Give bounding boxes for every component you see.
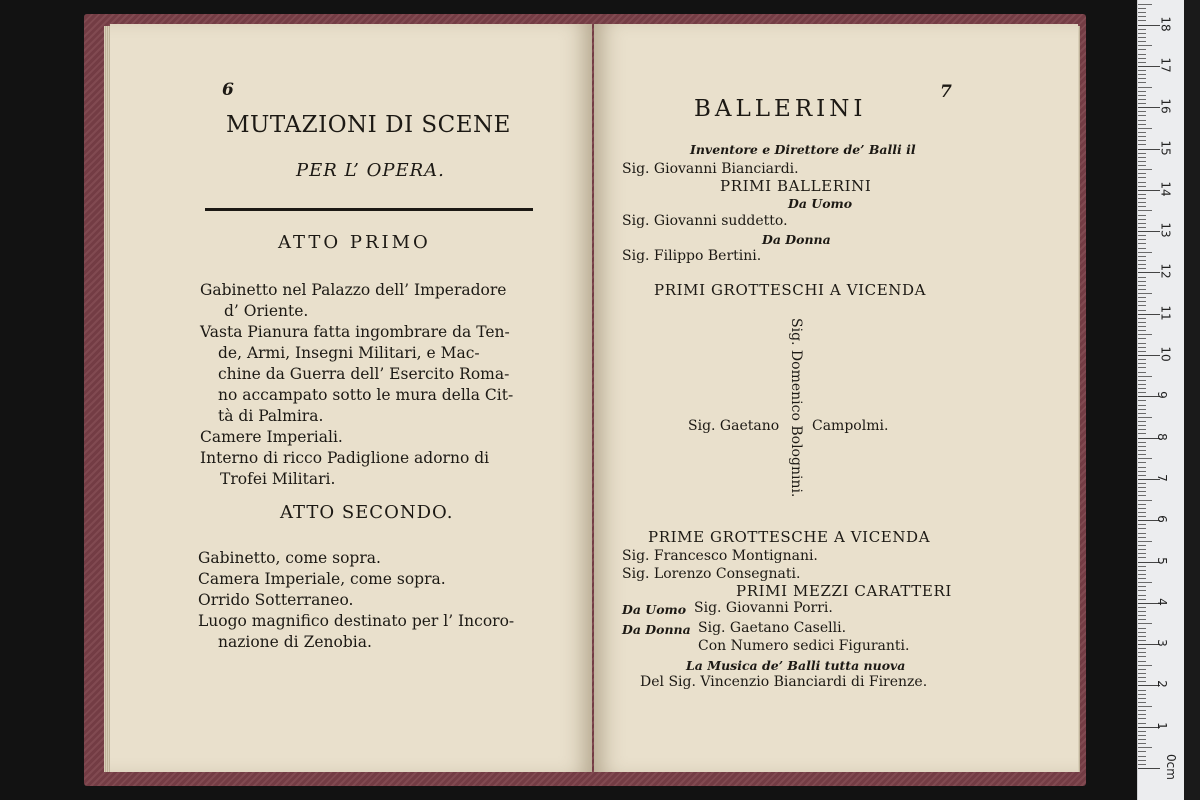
ruler-tick [1138,681,1146,682]
ruler-tick [1138,25,1160,26]
ruler-tick [1138,95,1146,96]
ruler-tick [1138,29,1146,30]
act1-line-6: no accampato sotto le mura della Cit- [218,386,514,404]
right-page-title: BALLERINI [694,96,867,122]
ruler-tick [1138,582,1152,583]
ruler-tick [1138,656,1146,657]
ruler-number: 0cm [1163,754,1178,780]
consegnati: Sig. Lorenzo Consegnati. [622,566,801,582]
ruler-tick [1138,537,1146,538]
ruler-tick [1138,607,1146,608]
ruler-tick [1138,698,1146,699]
ruler-tick [1138,289,1146,290]
ruler-tick [1138,252,1152,253]
ruler-tick [1138,277,1146,278]
ruler-tick [1138,611,1146,612]
primi-ballerini-heading: PRIMI BALLERINI [720,177,872,195]
ruler-tick [1138,82,1146,83]
ruler-tick [1138,442,1146,443]
ruler-tick [1138,347,1146,348]
ruler-tick [1138,557,1146,558]
giovanni-suddetto: Sig. Giovanni suddetto. [622,213,788,229]
ruler-tick [1138,640,1146,641]
ruler-tick [1138,417,1152,418]
da-donna-label-1: Da Donna [762,232,831,247]
ruler-tick [1138,706,1152,707]
ruler-tick [1138,111,1146,112]
ruler-tick [1138,186,1146,187]
ruler-tick [1138,475,1146,476]
da-uomo-label-1: Da Uomo [788,196,853,211]
ruler-tick [1138,372,1146,373]
ruler-tick [1138,405,1146,406]
ruler-tick [1138,256,1146,257]
act1-line-2: d’ Oriente. [224,302,309,320]
ruler-tick [1138,702,1146,703]
ruler-tick [1138,512,1146,513]
ruler-tick [1138,359,1146,360]
ruler-tick [1138,433,1146,434]
inventor-name: Sig. Giovanni Bianciardi. [622,161,799,177]
ruler-tick [1138,764,1146,765]
ruler-tick [1138,528,1146,529]
left-page-title: MUTAZIONI DI SCENE [226,112,511,138]
ruler-tick [1138,636,1146,637]
ruler-tick [1138,751,1146,752]
ruler-number: 6 [1154,515,1169,524]
ruler-tick [1138,735,1146,736]
ruler-tick [1138,714,1146,715]
act1-line-9: Interno di ricco Padiglione adorno di [200,449,490,467]
left-page-subtitle: PER L’ OPERA. [296,160,445,181]
ruler-tick [1138,285,1146,286]
ruler-tick [1138,723,1146,724]
ruler-tick [1138,454,1146,455]
act1-line-3: Vasta Pianura fatta ingombrare da Ten- [200,323,510,341]
gaetano-label: Sig. Gaetano [688,418,780,434]
ruler-tick [1138,194,1146,195]
ruler-tick [1138,409,1146,410]
ruler-tick [1138,153,1146,154]
ruler-tick [1138,314,1160,315]
ruler-number: 8 [1154,432,1169,441]
ruler-tick [1138,66,1160,67]
ruler-tick [1138,760,1146,761]
ruler-number: 9 [1154,391,1169,400]
ruler-tick [1138,388,1146,389]
ruler-tick [1138,140,1146,141]
ruler-tick [1138,264,1146,265]
ruler-tick [1138,553,1146,554]
ruler-tick [1138,281,1146,282]
ruler-tick [1138,70,1146,71]
ruler-tick [1138,504,1146,505]
ruler-tick [1138,128,1152,129]
ruler-tick [1138,74,1146,75]
ruler-tick [1138,41,1146,42]
ruler-tick [1138,495,1146,496]
ruler-tick [1138,136,1146,137]
ruler-tick [1138,297,1146,298]
act2-line-3: Orrido Sotterraneo. [198,591,354,609]
ruler-tick [1138,54,1146,55]
ruler-tick [1138,595,1146,596]
ruler-number: 10 [1158,346,1173,362]
ruler-number: 3 [1154,639,1169,647]
ruler-tick [1138,16,1146,17]
ruler-number: 17 [1158,57,1173,73]
ruler-tick [1138,169,1152,170]
ruler-tick [1138,450,1146,451]
ruler-tick [1138,574,1146,575]
ruler-tick [1138,165,1146,166]
ruler-tick [1138,334,1152,335]
ruler-tick [1138,4,1152,5]
ruler-tick [1138,198,1146,199]
ruler-number: 4 [1154,597,1169,606]
ruler-tick [1138,107,1160,108]
act2-line-1: Gabinetto, come sopra. [198,549,381,567]
ruler-tick [1138,351,1146,352]
ruler-tick [1138,363,1146,364]
ruler-tick [1138,487,1146,488]
ruler-tick [1138,182,1146,183]
ruler-number: 1 [1154,721,1169,730]
ruler-tick [1138,132,1146,133]
act2-heading: ATTO SECONDO. [280,502,454,523]
ruler-tick [1138,392,1146,393]
ruler-tick [1138,8,1146,9]
ruler-number: 7 [1154,474,1169,482]
ruler-tick [1138,566,1146,567]
ruler-tick [1138,215,1146,216]
ruler-tick [1138,367,1146,368]
ruler-tick [1138,665,1152,666]
ruler-edge [1184,0,1200,800]
grotteschi-heading: PRIMI GROTTESCHI A VICENDA [654,281,927,299]
ruler-tick [1138,157,1146,158]
ruler-tick [1138,384,1146,385]
ruler-tick [1138,355,1160,356]
uomo-label-2: Da Uomo [622,602,687,617]
ruler-tick [1138,91,1146,92]
ruler-tick [1138,78,1146,79]
ruler-number: 14 [1158,181,1173,197]
act1-line-10: Trofei Militari. [220,470,336,488]
ruler-tick [1138,124,1146,125]
ruler-tick [1138,524,1146,525]
ruler-tick [1138,161,1146,162]
ruler-tick [1138,99,1146,100]
figuranti-line: Con Numero sedici Figuranti. [698,638,910,654]
ruler-tick [1138,590,1146,591]
ruler-tick [1138,491,1146,492]
ruler-tick [1138,648,1146,649]
ruler-number: 16 [1158,98,1173,114]
ruler-tick [1138,87,1152,88]
ruler-tick [1138,628,1146,629]
ruler-tick [1138,768,1160,769]
ruler-tick [1138,293,1152,294]
ruler-tick [1138,731,1146,732]
ruler-number: 18 [1158,15,1173,32]
filippo-bertini: Sig. Filippo Bertini. [622,248,762,264]
ruler-tick [1138,545,1146,546]
caselli-name: Sig. Gaetano Caselli. [698,620,847,636]
ruler-tick [1138,549,1146,550]
ruler-number: 11 [1158,305,1173,321]
ruler-tick [1138,301,1146,302]
mezzi-caratteri-heading: PRIMI MEZZI CARATTERI [736,582,952,600]
ruler-tick [1138,458,1152,459]
act1-heading: ATTO PRIMO [278,232,431,253]
ruler-tick [1138,268,1146,269]
vertical-name-domenico: Sig. Domenico Bolognini. [788,318,804,498]
ruler-tick [1138,747,1152,748]
campolmi-label: Campolmi. [812,418,889,434]
ruler-tick [1138,462,1146,463]
ruler-tick [1138,413,1146,414]
ruler-tick [1138,500,1152,501]
ruler-tick [1138,62,1146,63]
ruler-tick [1138,508,1146,509]
ruler-number: 15 [1158,139,1173,156]
ruler-tick [1138,45,1152,46]
ruler-tick [1138,173,1146,174]
ruler-tick [1138,619,1146,620]
ruler-tick [1138,343,1146,344]
ruler-tick [1138,421,1146,422]
ruler-tick [1138,429,1146,430]
ruler-tick [1138,190,1160,191]
act2-line-5: nazione di Zenobia. [218,633,372,651]
ruler-tick [1138,248,1146,249]
ruler-tick [1138,318,1146,319]
ruler-tick [1138,120,1146,121]
ruler-tick [1138,690,1146,691]
ruler-tick [1138,570,1146,571]
ruler-tick [1138,37,1146,38]
ruler-tick [1138,330,1146,331]
ruler-tick [1138,33,1146,34]
ruler-tick [1138,425,1146,426]
act2-line-4: Luogo magnifico destinato per l’ Incoro- [198,612,515,630]
ruler-tick [1138,202,1146,203]
ruler-tick [1138,235,1146,236]
donna-label-2: Da Donna [622,622,691,637]
ruler-tick [1138,615,1146,616]
ruler-tick [1138,516,1146,517]
musica-line: La Musica de’ Balli tutta nuova [686,658,906,673]
ruler-tick [1138,586,1146,587]
ruler-number: 5 [1154,556,1169,565]
ruler-tick [1138,305,1146,306]
ruler-tick [1138,533,1146,534]
ruler-tick [1138,49,1146,50]
ruler-tick [1138,380,1146,381]
act1-line-8: Camere Imperiali. [200,428,343,446]
ruler-tick [1138,12,1146,13]
ruler-tick [1138,231,1160,232]
ruler-tick [1138,661,1146,662]
ruler-tick [1138,272,1160,273]
ruler-tick [1138,677,1146,678]
grottesche-heading: PRIME GROTTESCHE A VICENDA [648,528,931,546]
ruler-tick [1138,710,1146,711]
ruler-tick [1138,578,1146,579]
ruler-tick [1138,376,1152,377]
ruler-number: 12 [1158,263,1173,280]
ruler-tick [1138,58,1146,59]
ruler-tick [1138,694,1146,695]
title-rule [205,208,533,211]
ruler-tick [1138,20,1146,21]
ruler-tick [1138,669,1146,670]
right-page-number: 7 [940,82,952,102]
ruler-tick [1138,743,1146,744]
ruler-tick [1138,206,1146,207]
ruler-tick [1138,322,1146,323]
act1-line-1: Gabinetto nel Palazzo dell’ Imperadore [200,281,507,299]
right-page [594,24,1078,772]
ruler-tick [1138,673,1146,674]
ruler-tick [1138,599,1146,600]
ruler-tick [1138,219,1146,220]
ruler-number: 2 [1154,680,1169,689]
ruler-tick [1138,144,1146,145]
ruler-tick [1138,177,1146,178]
ruler-tick [1138,338,1146,339]
ruler-tick [1138,718,1146,719]
act1-line-5: chine da Guerra dell’ Esercito Roma- [218,365,510,383]
porri-name: Sig. Giovanni Porri. [694,600,833,616]
act2-line-2: Camera Imperiale, come sopra. [198,570,446,588]
ruler-tick [1138,483,1146,484]
montignani: Sig. Francesco Montignani. [622,548,818,564]
left-page-number: 6 [222,80,234,100]
ruler-tick [1138,103,1146,104]
ruler-tick [1138,115,1146,116]
ruler-tick [1138,400,1146,401]
ruler-tick [1138,541,1152,542]
ruler-tick [1138,223,1146,224]
ruler-tick [1138,446,1146,447]
ruler-tick [1138,632,1146,633]
ruler-tick [1138,326,1146,327]
ruler-tick [1138,739,1146,740]
act1-line-7: tà di Palmira. [218,407,324,425]
act1-line-4: de, Armi, Insegni Militari, e Mac- [218,344,480,362]
ruler-tick [1138,239,1146,240]
ruler-tick [1138,149,1160,150]
left-page [110,24,592,772]
ruler-tick [1138,243,1146,244]
ruler-tick [1138,227,1146,228]
ruler-tick [1138,260,1146,261]
ruler-tick [1138,652,1146,653]
ruler-tick [1138,623,1152,624]
ruler-tick [1138,471,1146,472]
vincenzio-line: Del Sig. Vincenzio Bianciardi di Firenze. [640,674,928,690]
ruler-tick [1138,467,1146,468]
ruler-tick [1138,210,1152,211]
ruler-tick [1138,310,1146,311]
inventor-label: Inventore e Direttore de’ Balli il [690,142,916,157]
ruler-tick [1138,756,1146,757]
ruler-number: 13 [1158,222,1173,238]
